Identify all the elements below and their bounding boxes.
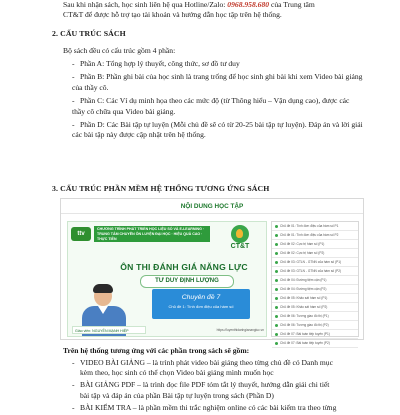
bullet-icon bbox=[275, 270, 278, 273]
lesson-item[interactable]: Chủ đề 03: GTLN - GTNN của hàm số (P1) bbox=[272, 258, 358, 267]
bullet-icon bbox=[275, 324, 278, 327]
lesson-item[interactable]: Chủ đề 05: Khảo sát hàm số (P1) bbox=[272, 294, 358, 303]
video-player-area bbox=[67, 221, 267, 337]
list-item: - VIDEO BÀI GIẢNG – là trình phát video bài giảng theo từng chủ đề có Danh mục kèm theo, học sinh có thể chọn Video bài giảng mình muốn học bbox=[72, 358, 333, 378]
list-item: - Phần C: Các Ví dụ minh họa theo các mức độ (từ Thông hiểu – Vận dụng cao), được các thầy cô chữa qua Video bài giảng. bbox=[72, 96, 350, 116]
program-banner: CHƯƠNG TRÌNH PHÁT TRIỂN HỌC LIỆU SỐ VÀ E-LEARNING · TRUNG TÂM CHUYÊN ÔN LUYỆN ĐẠI HỌC · HIỆU QUẢ CAO · THỰC TIỄN bbox=[94, 226, 210, 242]
bullet-icon bbox=[275, 261, 278, 264]
list-item: - BÀI GIẢNG PDF – là trình đọc file PDF tóm tắt lý thuyết, hướng dẫn giải chi tiết bài tập và đáp án của phần Bài tập tự luyện trong sách (Phần D) bbox=[72, 380, 330, 400]
hotline-number: 0968.958.680 bbox=[227, 0, 270, 9]
bullet-icon bbox=[275, 306, 278, 309]
lesson-item[interactable]: Chủ đề 04: Đường tiệm cận (P2) bbox=[272, 285, 358, 294]
bullet-icon bbox=[275, 225, 278, 228]
intro-text-end: của Trung tâm bbox=[269, 0, 315, 9]
lesson-item[interactable]: Chủ đề 02: Cực trị hàm số (P1) bbox=[272, 240, 358, 249]
software-screenshot bbox=[60, 198, 364, 345]
ttv-logo: ttv bbox=[71, 227, 91, 241]
topic-subtitle: Chủ đề 1: Tính đơn điệu của hàm số bbox=[168, 304, 234, 309]
lesson-item[interactable]: Chủ đề 02: Cực trị hàm số (P2) bbox=[272, 249, 358, 258]
section-2-lead: Bộ sách đều có cấu trúc gồm 4 phần: bbox=[63, 46, 176, 55]
bullet-icon bbox=[275, 297, 278, 300]
lesson-item[interactable]: Chủ đề 01: Tính đơn điệu của hàm số P2 bbox=[272, 231, 358, 240]
teacher-hair bbox=[93, 284, 113, 293]
bullet-icon bbox=[275, 342, 278, 345]
intro-paragraph bbox=[63, 0, 363, 21]
intro-line-2: CT&T để được hỗ trợ tạo tài khoản và hướng dẫn học tập trên hệ thống. bbox=[63, 10, 282, 20]
lesson-item[interactable]: Chủ đề 04: Đường tiệm cận (P1) bbox=[272, 276, 358, 285]
list-item: - Phần D: Các Bài tập tự luyện (Mỗi chủ đề sẽ có từ 20-25 bài tập tự luyện). Đáp án và lời giải các bài tập này được cập nhật trên hệ thống. bbox=[72, 120, 363, 140]
system-list bbox=[72, 358, 364, 415]
bullet-icon bbox=[275, 288, 278, 291]
bullet-icon bbox=[275, 279, 278, 282]
lesson-item[interactable]: Chủ đề 06: Tương giao đồ thị (P2) bbox=[272, 321, 358, 330]
intro-line-1 bbox=[63, 0, 363, 10]
bullet-icon bbox=[275, 234, 278, 237]
content-title: NỘI DUNG HỌC TẬP bbox=[180, 203, 244, 210]
list-item: - BÀI KIỂM TRA – là phần mềm thi trắc nghiệm online có các bài kiểm tra theo từng bbox=[72, 402, 337, 412]
lesson-item[interactable]: Chủ đề 05: Khảo sát hàm số (P2) bbox=[272, 303, 358, 312]
lesson-item[interactable]: Chủ đề 07: Bài toán tiếp tuyến (P2) bbox=[272, 339, 358, 348]
topic-card bbox=[152, 289, 250, 319]
ctt-logo bbox=[218, 225, 262, 255]
bullet-icon bbox=[275, 333, 278, 336]
bullet-icon bbox=[275, 252, 278, 255]
list-item: - Phần B: Phần ghi bài của học sinh là trang trống để học sinh ghi bài khi xem Video bài giảng của thầy cô. bbox=[72, 72, 363, 92]
topic-title: Chuyên đề 7 bbox=[181, 294, 221, 301]
bullet-icon bbox=[275, 243, 278, 246]
lesson-item[interactable]: Chủ đề 03: GTLN - GTNN của hàm số (P2) bbox=[272, 267, 358, 276]
ctt-logo-icon bbox=[231, 225, 249, 243]
teacher-caption: Giáo viên: NGUYỄN MẠNH HIỆP bbox=[72, 326, 146, 334]
lesson-item[interactable]: Chủ đề 06: Tương giao đồ thị (P1) bbox=[272, 312, 358, 321]
ctt-logo-label: CT&T bbox=[230, 243, 250, 250]
section-3-lead: Trên hệ thống tương ứng với các phần trong sách sẽ gồm: bbox=[63, 346, 250, 355]
section-2-heading: 2. CẤU TRÚC SÁCH bbox=[52, 29, 126, 38]
structure-list bbox=[72, 59, 364, 142]
intro-text-start: Sau khi nhận sách, học sinh liên hệ qua Hotline/Zalo: bbox=[63, 0, 228, 9]
bullet-icon bbox=[275, 315, 278, 318]
website-url: https://luyenthidanhgianangluc.vn bbox=[216, 328, 264, 332]
course-subtitle: TƯ DUY ĐỊNH LƯỢNG bbox=[140, 275, 234, 288]
lesson-list-panel bbox=[271, 221, 359, 345]
section-3-heading: 3. CẤU TRÚC PHẦN MỀM HỆ THỐNG TƯƠNG ỨNG SÁCH bbox=[52, 184, 270, 193]
course-title: ÔN THI ĐÁNH GIÁ NĂNG LỰC bbox=[120, 262, 248, 272]
lesson-item[interactable]: Chủ đề 07: Bài toán tiếp tuyến (P1) bbox=[272, 330, 358, 339]
lesson-item[interactable]: Chủ đề 01: Tính đơn điệu của hàm số P1 bbox=[272, 222, 358, 231]
list-item: - Phần A: Tổng hợp lý thuyết, công thức, sơ đồ tư duy bbox=[72, 59, 240, 68]
